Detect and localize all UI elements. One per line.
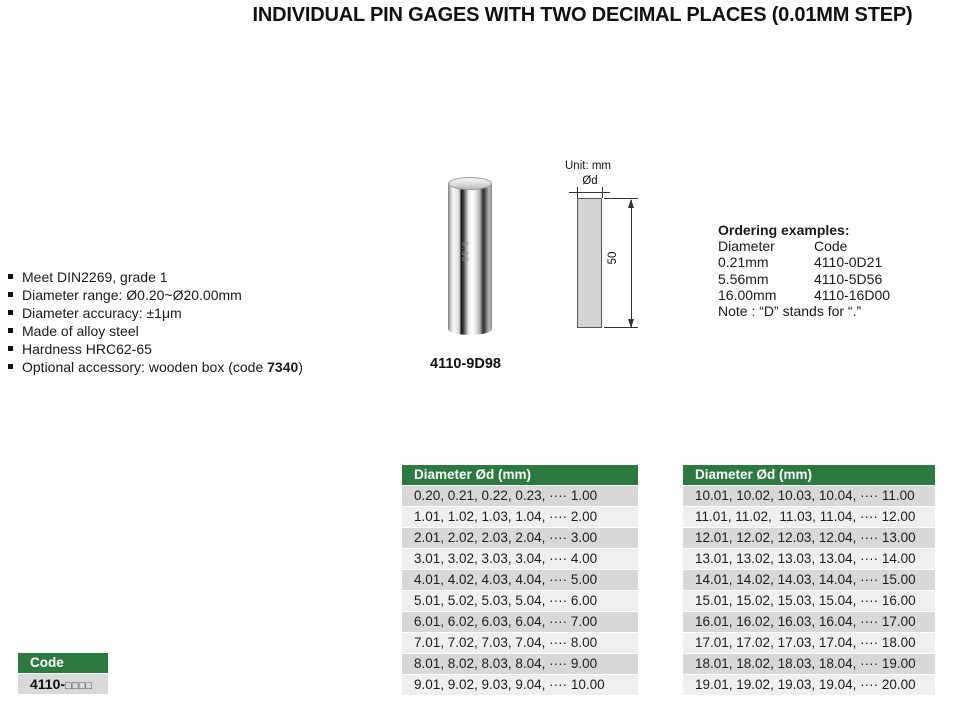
arrow-down-icon	[628, 319, 634, 328]
feature-text-part: Diameter range: Ø0.20~Ø20.00mm	[22, 287, 242, 303]
table-row: 10.01, 10.02, 10.03, 10.04, ···· 11.00	[683, 486, 935, 506]
table-row: 8.01, 8.02, 8.03, 8.04, ···· 9.00	[402, 654, 638, 674]
ordering-note: Note : “D” stands for “.”	[718, 303, 862, 320]
table-row: 14.01, 14.02, 14.03, 14.04, ···· 15.00	[683, 570, 935, 590]
feature-text-bold: 7340	[267, 359, 299, 375]
ordering-row	[718, 287, 938, 303]
feature-text-part: )	[298, 359, 303, 375]
dimension-tick	[577, 187, 578, 198]
dimension-tick	[602, 187, 603, 198]
bullet-square-icon	[8, 346, 13, 351]
feature-text	[22, 340, 152, 358]
table-body	[683, 486, 935, 695]
bullet-square-icon	[8, 292, 13, 297]
ordering-row	[718, 271, 938, 287]
code-box-header: Code	[18, 653, 108, 673]
table-body	[402, 486, 638, 695]
code-prefix: 4110-	[30, 676, 66, 692]
feature-text-part: Made of alloy steel	[22, 323, 139, 339]
table-row: 2.01, 2.02, 2.03, 2.04, ···· 3.00	[402, 528, 638, 548]
code-placeholder-squares: □□□□	[65, 680, 93, 692]
feature-text-part: Diameter accuracy: ±1μm	[22, 305, 182, 321]
feature-item	[8, 286, 368, 304]
ordering-diameter: 0.21mm	[718, 254, 769, 271]
page-title: INDIVIDUAL PIN GAGES WITH TWO DECIMAL PLACES (0.01MM STEP)	[252, 4, 913, 26]
ordering-diameter: 5.56mm	[718, 270, 769, 287]
ordering-code: 4110-5D56	[814, 270, 883, 287]
arrow-up-icon	[628, 199, 634, 208]
feature-text	[22, 304, 182, 322]
feature-text-part: Hardness HRC62-65	[22, 341, 152, 357]
bullet-square-icon	[8, 310, 13, 315]
product-code-caption: 4110-9D98	[430, 356, 501, 372]
ordering-columns	[718, 238, 938, 254]
table-row: 1.01, 1.02, 1.03, 1.04, ···· 2.00	[402, 507, 638, 527]
bullet-square-icon	[8, 364, 13, 369]
bullet-square-icon	[8, 328, 13, 333]
pin-outline-drawing	[577, 198, 602, 328]
feature-text	[22, 268, 168, 286]
feature-text	[22, 358, 303, 376]
feature-item	[8, 340, 368, 358]
feature-text	[22, 322, 139, 340]
ordering-row	[718, 254, 938, 270]
length-dim-label: 50	[607, 251, 619, 265]
pin-size-marking: 9.98	[459, 241, 470, 263]
ordering-examples	[718, 222, 938, 319]
table-row: 11.01, 11.02, 11.03, 11.04, ···· 12.00	[683, 507, 935, 527]
bullet-square-icon	[8, 274, 13, 279]
feature-item	[8, 322, 368, 340]
feature-item	[8, 304, 368, 322]
table-row: 16.01, 16.02, 16.03, 16.04, ···· 17.00	[683, 612, 935, 632]
table-row: 17.01, 17.02, 17.03, 17.04, ···· 18.00	[683, 633, 935, 653]
feature-item	[8, 358, 368, 376]
feature-text-part: Optional accessory: wooden box (code	[22, 359, 268, 375]
table-row: 13.01, 13.02, 13.03, 13.04, ···· 14.00	[683, 549, 935, 569]
table-row: 0.20, 0.21, 0.22, 0.23, ···· 1.00	[402, 486, 638, 506]
table-row: 9.01, 9.02, 9.03, 9.04, ···· 10.00	[402, 675, 638, 695]
ordering-col-diameter: Diameter	[718, 238, 775, 255]
diameter-table-1	[402, 465, 638, 696]
feature-text-part: Meet DIN2269, grade 1	[22, 269, 168, 285]
pin-body	[448, 183, 492, 335]
pin-top-face	[448, 177, 492, 190]
table-row: 5.01, 5.02, 5.03, 5.04, ···· 6.00	[402, 591, 638, 611]
ordering-heading: Ordering examples:	[718, 222, 850, 238]
feature-item	[8, 268, 368, 286]
ordering-code: 4110-16D00	[814, 286, 891, 303]
feature-text	[22, 286, 242, 304]
table-row: 12.01, 12.02, 12.03, 12.04, ···· 13.00	[683, 528, 935, 548]
dimension-line	[569, 192, 610, 193]
diameter-dim-label: Ød	[582, 175, 598, 187]
table-row: 7.01, 7.02, 7.03, 7.04, ···· 8.00	[402, 633, 638, 653]
diameter-table-2	[683, 465, 935, 696]
ordering-col-code: Code	[814, 238, 848, 255]
ordering-code: 4110-0D21	[814, 254, 883, 271]
table-row: 3.01, 3.02, 3.03, 3.04, ···· 4.00	[402, 549, 638, 569]
table-row: 4.01, 4.02, 4.03, 4.04, ···· 5.00	[402, 570, 638, 590]
table-row: 19.01, 19.02, 19.03, 19.04, ···· 20.00	[683, 675, 935, 695]
pin-gage-photo	[448, 177, 492, 335]
table-row: 6.01, 6.02, 6.03, 6.04, ···· 7.00	[402, 612, 638, 632]
code-box	[18, 653, 108, 694]
code-box-value	[18, 674, 108, 694]
ordering-diameter: 16.00mm	[718, 286, 777, 303]
table-header: Diameter Ød (mm)	[683, 465, 935, 485]
table-header: Diameter Ød (mm)	[402, 465, 638, 485]
table-row: 18.01, 18.02, 18.03, 18.04, ···· 19.00	[683, 654, 935, 674]
feature-list	[8, 268, 368, 376]
unit-label: Unit: mm	[565, 160, 611, 172]
table-row: 15.01, 15.02, 15.03, 15.04, ···· 16.00	[683, 591, 935, 611]
dimension-line	[631, 200, 632, 327]
